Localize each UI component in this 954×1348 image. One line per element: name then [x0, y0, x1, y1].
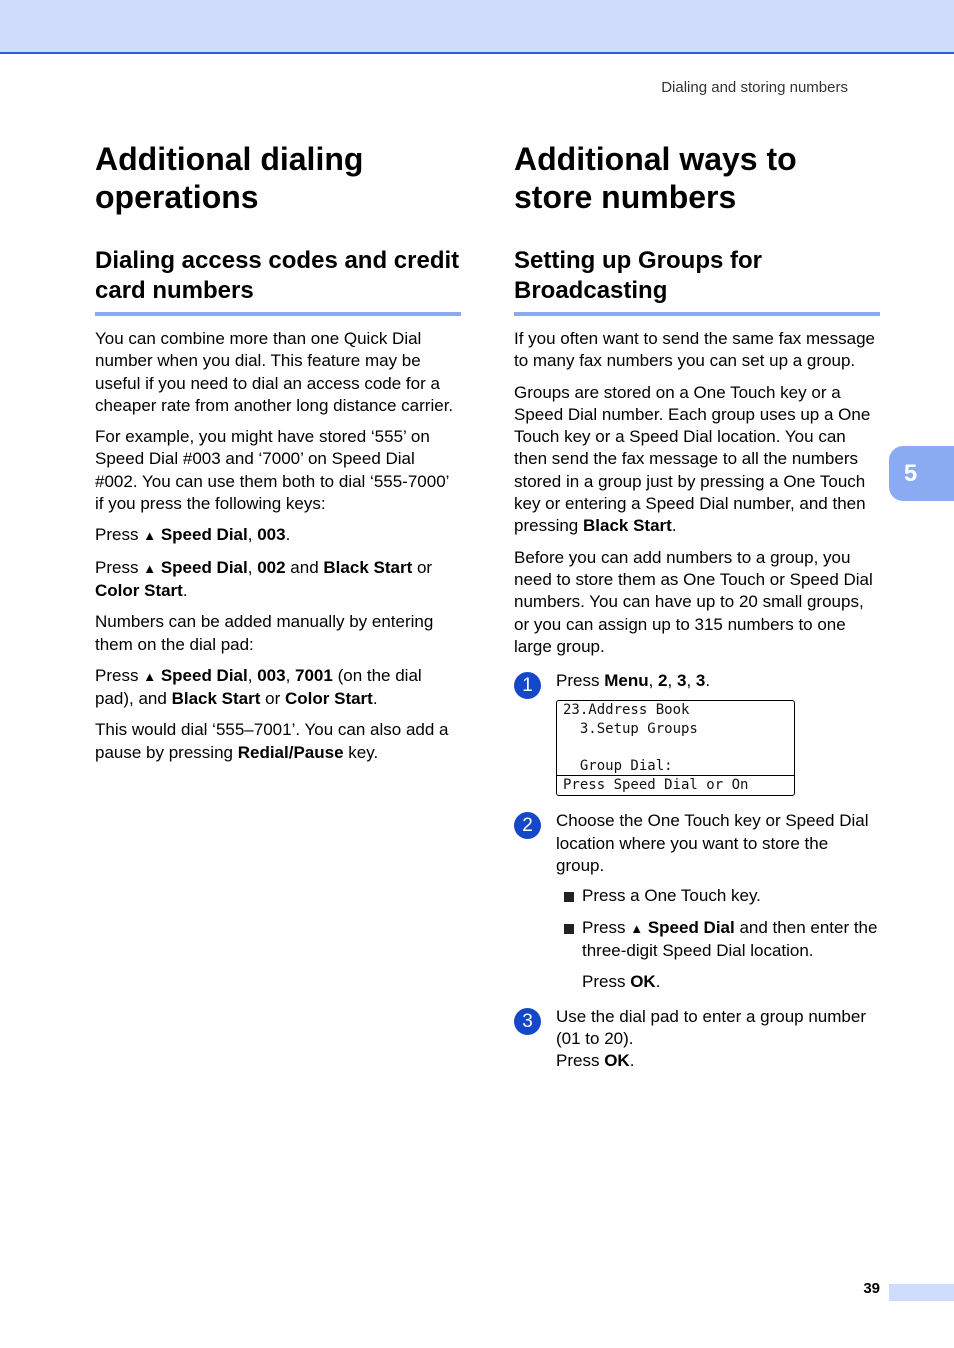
left-column: [95, 140, 461, 773]
left-key-sequence-2: Press ▲ Speed Dial, 002 and Black Start or Color Start.: [95, 557, 433, 600]
bullet-1-text: Press a One Touch key.: [582, 886, 761, 906]
right-paragraph-2: Groups are stored on a One Touch key or a Speed Dial number. Each group uses up a One Touch key or a Speed Dial location. You can then send the fax message to all the numbers stored in a group just by pressing a One Touch key or entering a Speed Dial number, and then pressing Black Start.: [514, 382, 871, 536]
lcd-display: [556, 700, 795, 796]
lcd-line-4: Group Dial:: [563, 757, 673, 774]
ok-key: OK: [630, 972, 656, 992]
lcd-line-2: 3.Setup Groups: [563, 720, 698, 737]
left-paragraph-2: For example, you might have stored ‘555’ on Speed Dial #003 and ‘7000’ on Speed Dial #002. You can use them both to dial ‘555-7000’ if you press the following keys:: [95, 427, 449, 514]
speed-dial-key: Speed Dial: [160, 525, 248, 545]
redial-pause-key: Redial/Pause: [237, 742, 344, 762]
press-text: Press: [582, 917, 626, 937]
press-text: Press: [556, 1051, 600, 1071]
key-3: 3: [676, 671, 687, 691]
left-paragraph-1: You can combine more than one Quick Dial number when you dial. This feature may be useful if you need to dial an access code for a cheaper rate from another long distance carrier.: [95, 329, 454, 415]
groups-text: Groups are stored on a One Touch key or a Speed Dial number. Each group uses up a One Touch key or a Speed Dial location. You can then send the fax message to all the numbers stored in a group just by pressing a One Touch key or entering a Speed Dial number, and then pressing: [514, 382, 871, 536]
step-number-1: 1: [514, 672, 541, 699]
chapter-tab: 5: [889, 446, 954, 501]
right-subtitle: Setting up Groups for Broadcasting: [514, 246, 880, 316]
footer-bar: [889, 1284, 954, 1301]
page-number: 39: [863, 1280, 880, 1297]
key-002: 002: [257, 557, 286, 577]
key-word: key.: [348, 742, 379, 762]
left-key-sequence-1: Press ▲ Speed Dial, 003.: [95, 525, 291, 545]
bullet-item: [556, 885, 880, 907]
lcd-line-1: 23.Address Book: [563, 702, 690, 719]
step-number-2: 2: [514, 812, 541, 839]
right-paragraph-1: If you often want to send the same fax message to many fax numbers you can set up a group.: [514, 329, 875, 371]
or-text: or: [265, 689, 281, 709]
step-number-3: 3: [514, 1008, 541, 1035]
press-text: Press: [95, 665, 139, 685]
speed-dial-key: Speed Dial: [160, 665, 248, 685]
pause-text: This would dial ‘555–7001’. You can also add a pause by pressing: [95, 720, 449, 762]
bullet-2-text: and then enter the three-digit Speed Dial location.: [582, 917, 878, 960]
press-text: Press: [95, 525, 139, 545]
lcd-footer: Press Speed Dial or On: [557, 775, 794, 795]
menu-key: Menu: [604, 671, 649, 691]
color-start-key: Color Start: [95, 580, 183, 600]
right-title: Additional ways to store numbers: [514, 141, 797, 215]
step-1: [514, 670, 880, 796]
step-2: [514, 810, 880, 993]
key-7001: 7001: [295, 665, 333, 685]
key-2: 2: [658, 671, 668, 691]
press-text: Press: [582, 972, 626, 992]
press-ok-line: Press OK.: [582, 972, 661, 992]
press-text: Press: [95, 557, 139, 577]
press-text: Press: [556, 671, 600, 691]
running-header: Dialing and storing numbers: [661, 79, 848, 96]
key-3: 3: [695, 671, 706, 691]
ok-key: OK: [604, 1051, 630, 1071]
step-3: [514, 1006, 880, 1073]
black-start-key: Black Start: [583, 516, 672, 536]
and-text: and: [290, 557, 319, 577]
right-column: [514, 140, 880, 1080]
up-arrow-icon: ▲: [143, 528, 157, 544]
or-text: or: [416, 557, 433, 577]
key-003: 003: [257, 525, 286, 545]
color-start-key: Color Start: [285, 689, 373, 709]
speed-dial-key: Speed Dial: [160, 557, 248, 577]
black-start-key: Black Start: [171, 689, 261, 709]
lcd-line-3: [557, 738, 794, 757]
left-subtitle: Dialing access codes and credit card numbers: [95, 246, 461, 316]
left-title: Additional dialing operations: [95, 141, 364, 215]
square-bullet-icon: [564, 892, 574, 902]
left-key-sequence-3: Press ▲ Speed Dial, 003, 7001 (on the dial pad), and Black Start or Color Start.: [95, 665, 422, 709]
right-paragraph-3: Before you can add numbers to a group, you need to store them as One Touch or Speed Dial numbers. You can have up to 20 small groups, or you can assign up to 315 numbers to one large group.: [514, 547, 873, 656]
bullet-item: [556, 917, 880, 963]
speed-dial-key: Speed Dial: [647, 917, 735, 937]
on-dial-pad-text: (on the dial pad), and: [95, 665, 422, 709]
top-band: [0, 0, 954, 54]
key-003: 003: [257, 665, 286, 685]
step-2-text: Choose the One Touch key or Speed Dial location where you want to store the group.: [556, 811, 869, 876]
left-paragraph-7: [95, 719, 461, 764]
up-arrow-icon: ▲: [630, 920, 644, 936]
up-arrow-icon: ▲: [143, 668, 157, 684]
step-3-text: Use the dial pad to enter a group number (01 to 20). Press OK.: [556, 1006, 866, 1071]
square-bullet-icon: [564, 924, 574, 934]
left-paragraph-5: Numbers can be added manually by entering them on the dial pad:: [95, 612, 434, 654]
step-3-instruction: Use the dial pad to enter a group number (01 to 20).: [556, 1006, 866, 1048]
step-1-text: Press Menu, 2, 3, 3.: [556, 671, 711, 691]
black-start-key: Black Start: [323, 557, 413, 577]
up-arrow-icon: ▲: [143, 560, 157, 576]
